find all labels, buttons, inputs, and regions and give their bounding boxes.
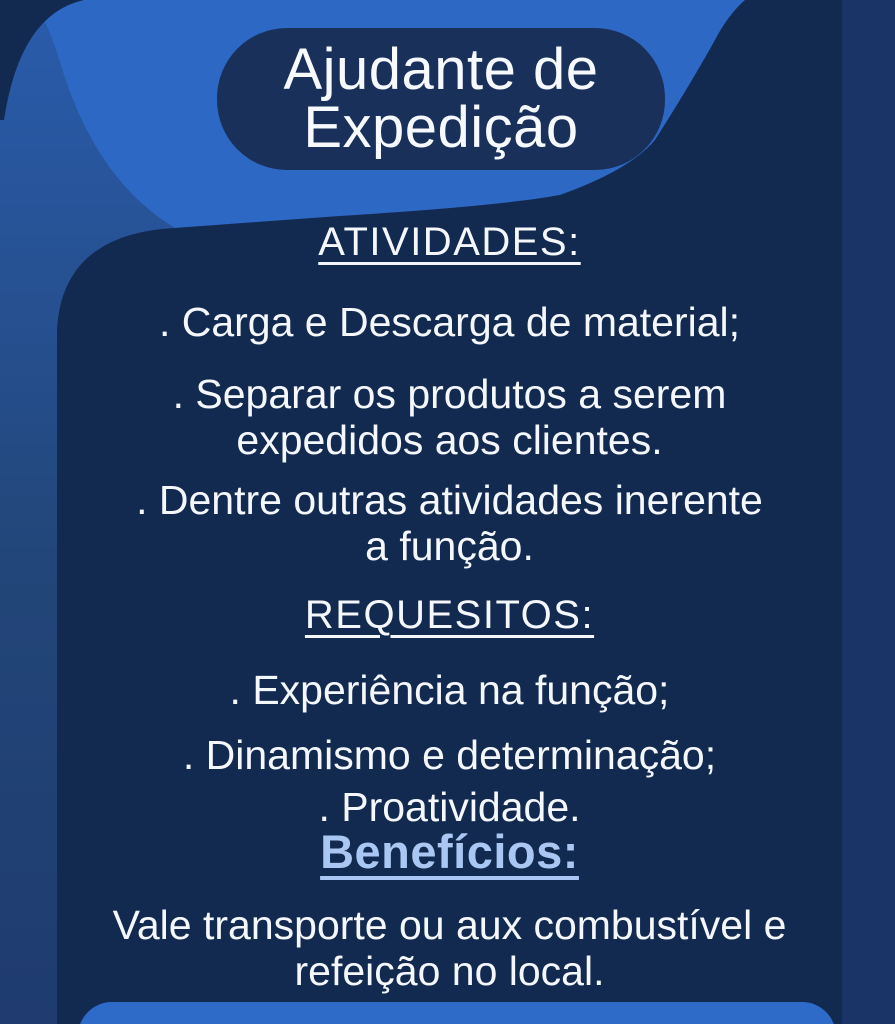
benefits-text-line-1: Vale transporte ou aux combustível e [112, 902, 787, 948]
title-line-2: Expedição [303, 95, 579, 160]
bottom-banner-pill [78, 1002, 836, 1024]
right-strip [842, 0, 895, 1024]
activity-item-3 [57, 478, 842, 570]
activity-item-2-line-2: expedidos aos clientes. [236, 416, 663, 463]
activity-item-2-line-1: . Separar os produtos a serem [172, 371, 727, 417]
activity-item-1: . Carga e Descarga de material; [158, 299, 741, 345]
requirement-item-3: . Proatividade. [318, 784, 581, 830]
activity-item-3-line-1: . Dentre outras atividades inerente [136, 477, 763, 523]
activity-item-3-line-2: a função. [365, 522, 534, 569]
requirements-heading: REQUESITOS: [304, 593, 595, 637]
requirement-item-1: . Experiência na função; [229, 667, 670, 713]
title-line-1: Ajudante de [283, 37, 599, 102]
benefits-heading: Benefícios: [320, 825, 579, 878]
benefits-text [57, 903, 842, 995]
requirement-item-2: . Dinamismo e determinação; [182, 732, 717, 778]
activity-item-2 [57, 372, 842, 464]
title-pill [217, 28, 665, 170]
activities-heading: ATIVIDADES: [318, 220, 581, 264]
benefits-text-line-2: refeição no local. [294, 947, 605, 994]
